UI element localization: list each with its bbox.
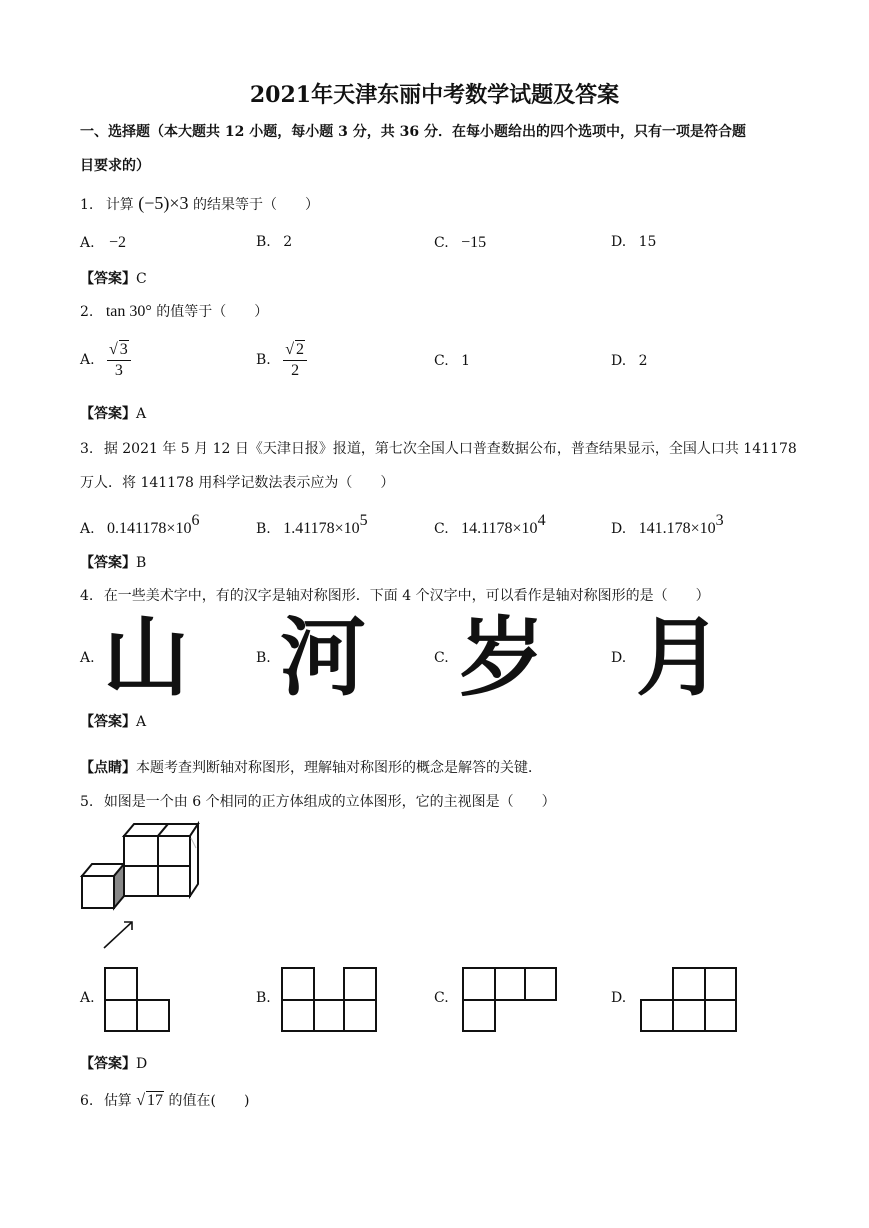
q5-option-a-figure (103, 965, 173, 1033)
q4-option-d-char: 月 (636, 608, 722, 708)
q4-option-b-letter: B. (256, 650, 271, 666)
q4-option-d-letter: D. (611, 650, 627, 666)
q1-option-b: B. 2 (256, 234, 293, 250)
q5-option-c-letter: C. (434, 990, 449, 1006)
q5-answer: 【答案】D (80, 1056, 148, 1072)
q2-option-c: C. 1 (434, 353, 471, 369)
q5-option-b-letter: B. (256, 990, 271, 1006)
question-4: 4. 在一些美术字中，有的汉字是轴对称图形．下面 4 个汉字中，可以看作是轴对称图形的是（ ） (80, 588, 710, 604)
q4-option-a-char: 山 (103, 608, 189, 708)
q4-option-a-letter: A. (80, 650, 95, 666)
cube-figure (76, 818, 206, 953)
q3-option-a: A. $0.141178\times 10^6$ (80, 512, 200, 537)
q2-option-b: B. $\frac{√ 2}{2}$ (256, 340, 307, 380)
question-3-line2: 万人．将 141178 用科学记数法表示应为（ ） (80, 475, 395, 491)
q4-option-c-letter: C. (434, 650, 449, 666)
q2-answer: 【答案】A (80, 406, 147, 422)
q3-option-c: C. $14.1178\times 10^4$ (434, 512, 546, 537)
q1-option-c: C. −15 (434, 234, 487, 251)
section-heading-line2: 目要求的） (80, 158, 150, 174)
q1-option-a: A. −2 (80, 234, 127, 251)
q4-comment: 【点睛】本题考查判断轴对称图形，理解轴对称图形的概念是解答的关键． (80, 760, 542, 776)
q1-option-d: D. 15 (611, 234, 657, 250)
question-5: 5. 如图是一个由 6 个相同的正方体组成的立体图形，它的主视图是（ ） (80, 794, 556, 810)
q2-option-d: D. 2 (611, 353, 648, 369)
question-text-post: 的值等于（ ） (156, 304, 269, 320)
q4-option-c-char: 岁 (459, 608, 545, 708)
q3-option-d: D. $141.178\times 10^3$ (611, 512, 724, 537)
sqrt-expression: √ 17 (136, 1092, 164, 1109)
section-heading-line1: 一、选择题（本大题共 12 小题，每小题 3 分，共 36 分．在每小题给出的四个选项中，只有一项是符合题 (80, 124, 746, 140)
question-number: 2. (80, 304, 94, 320)
question-6: 6. 估算 √ 17 的值在( ) (80, 1092, 250, 1109)
question-text-post: 的结果等于（ ） (193, 197, 320, 213)
q1-answer: 【答案】C (80, 271, 147, 287)
q5-option-d-letter: D. (611, 990, 627, 1006)
q4-option-b-char: 河 (280, 608, 366, 708)
question-2 (80, 301, 268, 321)
question-text-pre: 计算 (105, 197, 134, 213)
q2-option-a: A. $\frac{√ 3}{3}$ (80, 340, 131, 380)
q4-answer: 【答案】A (80, 714, 147, 730)
q5-option-d-figure (639, 965, 739, 1033)
question-expression: tan 30° (105, 303, 152, 320)
question-3-line1: 3. 据 2021 年 5 月 12 日《天津日报》报道，第七次全国人口普查数据公布，普查结果显示，全国人口共 141178 (80, 441, 797, 457)
q3-answer: 【答案】B (80, 555, 147, 571)
q3-option-b: B. $1.41178\times 10^5$ (256, 512, 368, 537)
q5-option-c-figure (460, 965, 560, 1033)
page-title: 2021年天津东丽中考数学试题及答案 (249, 82, 620, 108)
question-1 (80, 193, 319, 214)
question-number: 1. (80, 197, 94, 213)
question-expression: (−5)×3 (138, 193, 189, 213)
q5-option-a-letter: A. (80, 990, 95, 1006)
q5-option-b-figure (280, 965, 380, 1033)
